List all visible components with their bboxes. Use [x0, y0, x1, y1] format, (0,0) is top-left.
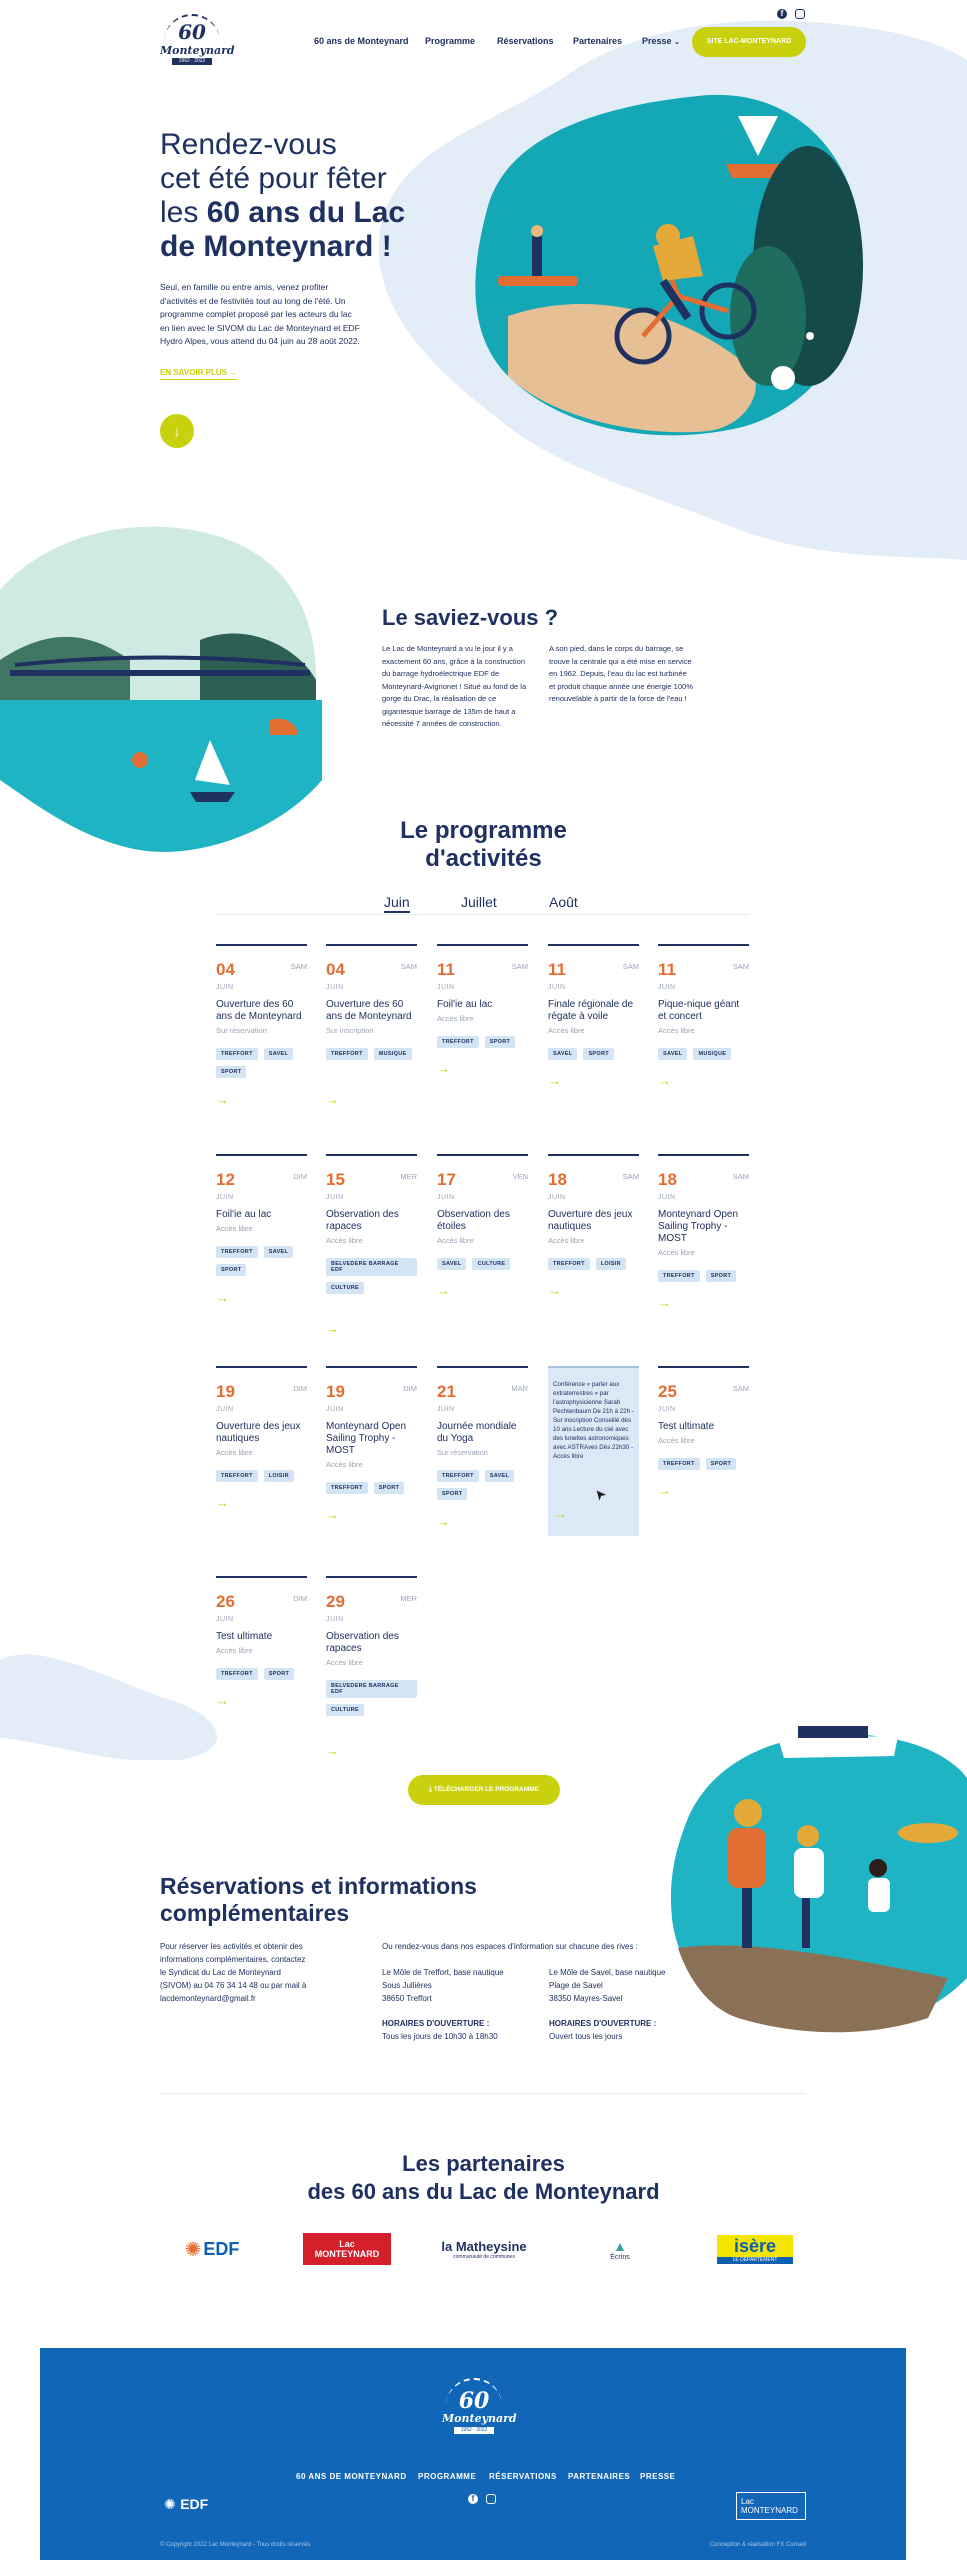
event-tag[interactable]: TREFFORT — [437, 1470, 479, 1482]
family-hiking-illustration — [668, 1718, 967, 2038]
place2-line1: Le Môle de Savel, base nautique — [549, 1968, 666, 1977]
event-tag[interactable]: TREFFORT — [216, 1048, 258, 1060]
event-tags — [326, 1258, 417, 1294]
event-month: JUIN — [658, 1194, 676, 1201]
event-title: Ouverture des jeux nautiques — [216, 1421, 301, 1444]
event-weekday: MAR — [511, 1384, 528, 1393]
event-tag[interactable]: SAVEL — [658, 1048, 687, 1060]
facebook-icon[interactable]: f — [777, 9, 787, 19]
partners-title-line2: des 60 ans du Lac de Monteynard — [307, 2179, 660, 2204]
event-tag[interactable]: SPORT — [485, 1036, 515, 1048]
event-card[interactable] — [437, 1154, 528, 1298]
event-day: 19 — [326, 1382, 345, 1401]
program-title-line2: d'activités — [425, 845, 542, 872]
arrow-right-icon[interactable]: → — [437, 1514, 450, 1529]
nav-presse[interactable] — [642, 36, 680, 46]
event-card[interactable] — [326, 1576, 417, 1758]
event-tag[interactable]: SAVEL — [264, 1246, 293, 1258]
event-access: Accès libre — [326, 1236, 363, 1245]
reservations-title — [160, 1873, 540, 1927]
event-month: JUIN — [216, 1406, 234, 1413]
event-card[interactable] — [548, 1366, 639, 1536]
event-access: Accès libre — [658, 1026, 695, 1035]
event-day: 04 — [216, 960, 235, 979]
event-tag[interactable]: MUSIQUE — [693, 1048, 731, 1060]
event-weekday: DIM — [293, 1594, 307, 1603]
tab-juin[interactable]: Juin — [384, 894, 410, 913]
event-tag[interactable]: SPORT — [706, 1458, 736, 1470]
site-logo[interactable] — [160, 14, 235, 70]
event-tag[interactable]: SAVEL — [264, 1048, 293, 1060]
event-month: JUIN — [216, 984, 234, 991]
event-title: Test ultimate — [216, 1631, 273, 1642]
event-hover-text: Conférence « parler aux extraterrestres » par l'astrophysicienne Sarah Pechtenbaum De 21h à 22h - Sur inscription Conseillé dès 10 ans Lecture du ciel avec des lunettes astronomiques avec ASTRAves Dès 22h30 - Accès libre — [553, 1381, 634, 1460]
event-tags — [437, 1258, 528, 1270]
event-month: JUIN — [216, 1616, 234, 1623]
event-card[interactable] — [216, 1154, 307, 1305]
event-tag[interactable]: SPORT — [583, 1048, 613, 1060]
event-title: Finale régionale de régate à voile — [548, 999, 634, 1022]
arrow-down-icon: ↓ — [173, 423, 181, 439]
event-card[interactable] — [437, 1366, 528, 1529]
partners-title — [200, 2150, 767, 2206]
event-weekday: SAM — [400, 962, 417, 971]
event-card[interactable] — [216, 1366, 307, 1510]
instagram-icon[interactable] — [795, 9, 805, 19]
event-access: Accès libre — [437, 1236, 474, 1245]
partner-edf-label: EDF — [203, 2238, 240, 2259]
partner-matheysine-label: la Matheysine — [441, 2238, 527, 2254]
event-tag[interactable]: TREFFORT — [548, 1258, 590, 1270]
event-card[interactable] — [216, 944, 307, 1107]
section-divider — [160, 2093, 806, 2094]
tab-juillet[interactable]: Juillet — [461, 894, 497, 910]
hero-cyclist-illustration — [448, 86, 868, 438]
arrow-right-icon[interactable]: → — [548, 1283, 561, 1298]
event-card[interactable] — [216, 1576, 307, 1708]
event-tag[interactable]: MUSIQUE — [374, 1048, 412, 1060]
reservations-title-line2: complémentaires — [160, 1900, 350, 1926]
download-label: TÉLÉCHARGER LE PROGRAMME — [433, 1786, 539, 1793]
event-access: Sur inscription — [326, 1026, 374, 1035]
event-access: Accès libre — [216, 1224, 253, 1233]
event-tag[interactable]: TREFFORT — [326, 1048, 368, 1060]
event-weekday: SAM — [732, 1384, 749, 1393]
place2-line2: Plage de Savel — [549, 1981, 603, 1990]
hero-paragraph: Seul, en famille ou entre amis, venez profiter d'activités et de festivités tout au long de l'été. Un programme complet proposé par les acteurs du lac en lien avec le SIVOM du Lac de Monteynard et EDF Hydro Alpes, vous attend du 04 juin au 28 août 2022. — [160, 282, 360, 346]
event-title: Ouverture des jeux nautiques — [548, 1209, 633, 1232]
event-day: 11 — [658, 960, 676, 979]
nav-programme[interactable]: Programme — [425, 36, 476, 46]
event-month: JUIN — [658, 984, 676, 991]
event-access: Accès libre — [216, 1448, 253, 1457]
event-day: 19 — [216, 1382, 235, 1401]
event-month: JUIN — [658, 1406, 676, 1413]
download-program-button[interactable] — [408, 1775, 560, 1805]
arrow-right-icon[interactable]: → — [658, 1073, 671, 1088]
chevron-down-icon: ⌄ — [674, 39, 680, 46]
footer-edf-flower-icon: ✺ — [164, 2496, 176, 2512]
event-weekday: SAM — [511, 962, 528, 971]
event-tags — [216, 1470, 307, 1482]
event-access: Accès libre — [548, 1236, 585, 1245]
arrow-right-icon[interactable]: → — [548, 1073, 561, 1088]
event-access: Accès libre — [658, 1436, 695, 1445]
event-tag[interactable]: SAVEL — [548, 1048, 577, 1060]
footer-nav-partenaires[interactable]: PARTENAIRES — [568, 2472, 631, 2481]
event-tag[interactable]: CULTURE — [472, 1258, 510, 1270]
event-card[interactable] — [548, 944, 639, 1088]
event-title: Ouverture des 60 ans de Monteynard — [326, 999, 412, 1022]
event-access: Sur réservation — [437, 1448, 488, 1457]
event-day: 17 — [437, 1170, 456, 1189]
partner-ecrins-logo[interactable] — [596, 2232, 644, 2266]
event-tag[interactable]: TREFFORT — [658, 1458, 700, 1470]
arrow-right-icon[interactable]: → — [326, 1092, 339, 1107]
event-title: Ouverture des 60 ans de Monteynard — [216, 999, 302, 1022]
partner-lac-logo[interactable] — [303, 2232, 391, 2266]
event-access: Accès libre — [326, 1658, 363, 1667]
partner-isere-logo[interactable] — [717, 2232, 793, 2266]
event-tag[interactable]: SAVEL — [437, 1258, 466, 1270]
event-tag[interactable]: TREFFORT — [658, 1270, 700, 1282]
hero-title-line4: de Monteynard ! — [160, 230, 392, 263]
event-weekday: SAM — [732, 962, 749, 971]
event-tag[interactable]: SPORT — [216, 1066, 246, 1078]
event-weekday: DIM — [403, 1384, 417, 1393]
saviez-col2: A son pied, dans le corps du barrage, se trouve la centrale qui a été mise en service en 1962. Depuis, l'eau du lac est turbinée et produit chaque année une énergie 100% renouvelable à partir de la force de l'eau ! — [549, 644, 693, 703]
footer-copyright: © Copyright 2022 Lac Monteynard - Tous droits réservés — [160, 2542, 311, 2548]
event-card[interactable] — [326, 1366, 417, 1522]
saviez-col1: Le Lac de Monteynard a vu le jour il y a exactement 60 ans, grâce à la construction du barrage hydroélectrique EDF de Monteynard-Avignonet ! Situé au fond de la gorge du Drac, la réalisation de ce gigantesque barrage de 135m de haut a nécessité 7 années de construction. — [382, 644, 527, 728]
event-day: 11 — [437, 960, 455, 979]
event-card[interactable] — [658, 944, 749, 1088]
place1-line1: Le Môle de Treffort, base nautique — [382, 1968, 504, 1977]
mouse-cursor-icon: ➤ — [589, 1485, 610, 1505]
event-month: JUIN — [437, 1194, 455, 1201]
program-title — [360, 817, 607, 873]
event-day: 25 — [658, 1382, 677, 1401]
event-title: Monteynard Open Sailing Trophy - MOST — [658, 1209, 739, 1244]
partner-matheysine-logo[interactable] — [430, 2232, 538, 2266]
logo-number: 60 — [178, 20, 206, 44]
event-title: Pique-nique géant et concert — [658, 999, 740, 1022]
event-month: JUIN — [326, 1194, 344, 1201]
arrow-right-icon[interactable]: → — [216, 1290, 229, 1305]
event-title: Foil'ie au lac — [216, 1209, 272, 1220]
event-tags — [326, 1482, 417, 1494]
event-day: 04 — [326, 960, 345, 979]
event-day: 15 — [326, 1170, 345, 1189]
event-tags — [658, 1270, 749, 1282]
tabs-divider — [216, 914, 750, 915]
event-month: JUIN — [548, 1194, 566, 1201]
event-access: Accès libre — [216, 1646, 253, 1655]
event-tags — [216, 1668, 307, 1680]
footer-logo[interactable] — [442, 2378, 517, 2438]
event-tags — [216, 1048, 307, 1078]
event-weekday: DIM — [293, 1172, 307, 1181]
event-tag[interactable]: LOISIR — [596, 1258, 626, 1270]
footer-logo-number: 60 — [458, 2388, 490, 2414]
reservations-title-line1: Réservations et informations — [160, 1873, 477, 1899]
saviez-title: Le saviez-vous ? — [382, 605, 559, 630]
partner-ecrins-label: Écrins — [610, 2253, 630, 2261]
nav-partenaires[interactable]: Partenaires — [573, 36, 623, 46]
event-tag[interactable]: SPORT — [264, 1668, 294, 1680]
tab-aout[interactable]: Août — [549, 894, 578, 910]
event-title: Monteynard Open Sailing Trophy - MOST — [326, 1421, 407, 1456]
hero-title-line2: cet été pour fêter — [160, 162, 387, 195]
event-tag[interactable]: TREFFORT — [216, 1470, 258, 1482]
event-access: Accès libre — [548, 1026, 585, 1035]
read-more-link[interactable]: EN SAVOIR PLUS → — [160, 368, 237, 380]
scroll-down-button[interactable] — [160, 414, 194, 448]
footer — [40, 2348, 906, 2560]
event-weekday: SAM — [622, 962, 639, 971]
nav-presse-label: Presse — [642, 36, 672, 46]
event-month: JUIN — [326, 984, 344, 991]
download-icon: ⤓ — [429, 1786, 434, 1793]
arrow-right-icon[interactable]: → — [216, 1495, 229, 1510]
event-day: 29 — [326, 1592, 345, 1611]
place1-line3: 38650 Treffort — [382, 1994, 432, 2003]
footer-lac-label: Lac MONTEYNARD — [741, 2497, 798, 2515]
event-weekday: SAM — [290, 962, 307, 971]
program-title-line1: Le programme — [400, 817, 567, 844]
event-tags — [658, 1458, 749, 1470]
event-tag[interactable]: SPORT — [706, 1270, 736, 1282]
footer-logo-name: Monteynard — [442, 2412, 517, 2425]
event-tag[interactable]: BELVEDERE BARRAGE EDF — [326, 1680, 417, 1698]
event-day: 18 — [548, 1170, 567, 1189]
place-treffort — [382, 1966, 532, 2043]
event-month: JUIN — [216, 1194, 234, 1201]
arrow-right-icon[interactable]: → — [658, 1295, 671, 1310]
event-day: 26 — [216, 1592, 235, 1611]
logo-name: Monteynard — [160, 44, 235, 57]
event-weekday: SAM — [622, 1172, 639, 1181]
footer-facebook-icon[interactable]: f — [468, 2494, 478, 2504]
event-title: Test ultimate — [658, 1421, 715, 1432]
footer-nav-reservations[interactable]: RÉSERVATIONS — [489, 2472, 557, 2481]
lake-bridge-illustration — [0, 510, 322, 860]
arrow-right-icon[interactable]: → — [437, 1061, 450, 1076]
event-card[interactable] — [326, 944, 417, 1107]
place2-line3: 38350 Mayres-Savel — [549, 1994, 623, 2003]
hours2-label: HORAIRES D'OUVERTURE : — [549, 2019, 657, 2028]
event-tag[interactable]: BELVEDERE BARRAGE EDF — [326, 1258, 417, 1276]
hours2-value: Ouvert tous les jours — [549, 2032, 623, 2041]
partner-isere-sub: LE DÉPARTEMENT — [717, 2257, 793, 2264]
partners-title-line1: Les partenaires — [402, 2151, 565, 2176]
event-tags — [326, 1680, 417, 1716]
event-weekday: VEN — [512, 1172, 528, 1181]
event-card[interactable] — [326, 1154, 417, 1336]
event-day: 21 — [437, 1382, 456, 1401]
hero-title — [160, 128, 460, 264]
event-tag[interactable]: TREFFORT — [437, 1036, 479, 1048]
event-tags — [658, 1048, 749, 1060]
footer-edf-label: EDF — [180, 2496, 209, 2512]
arrow-right-icon[interactable]: → — [216, 1092, 229, 1107]
partner-isere-label: isère — [717, 2235, 793, 2257]
event-title: Observation des rapaces — [326, 1209, 399, 1232]
event-tags — [326, 1048, 417, 1060]
partner-lac-label: Lac MONTEYNARD — [303, 2233, 391, 2265]
event-weekday: MER — [400, 1172, 417, 1181]
event-month: JUIN — [326, 1616, 344, 1623]
arrow-right-icon[interactable]: → — [326, 1507, 339, 1522]
event-tag[interactable]: CULTURE — [326, 1282, 364, 1294]
event-title: Foil'ie au lac — [437, 999, 493, 1010]
partner-matheysine-sub: communauté de communes — [453, 2253, 515, 2260]
event-tag[interactable]: SAVEL — [485, 1470, 514, 1482]
partner-edf-logo[interactable] — [172, 2232, 252, 2266]
event-day: 11 — [548, 960, 566, 979]
arrow-right-icon[interactable]: → — [658, 1483, 671, 1498]
event-tags — [437, 1036, 528, 1048]
event-month: JUIN — [437, 984, 455, 991]
event-month: JUIN — [326, 1406, 344, 1413]
event-card[interactable] — [658, 1366, 749, 1498]
arrow-right-icon[interactable]: → — [326, 1321, 339, 1336]
event-access: Accès libre — [437, 1014, 474, 1023]
event-day: 12 — [216, 1170, 235, 1189]
event-weekday: DIM — [293, 1384, 307, 1393]
arrow-right-icon[interactable]: → — [437, 1283, 450, 1298]
event-tag[interactable]: SPORT — [437, 1488, 467, 1500]
event-month: JUIN — [437, 1406, 455, 1413]
nav-reservations[interactable]: Réservations — [497, 36, 554, 46]
footer-logo-ribbon: 1962 · 2022 — [454, 2427, 494, 2434]
event-tag[interactable]: SPORT — [374, 1482, 404, 1494]
event-tags — [437, 1470, 528, 1500]
event-card[interactable] — [437, 944, 528, 1076]
event-month: JUIN — [548, 984, 566, 991]
footer-credits[interactable]: Conception & réalisation FX Conseil — [709, 2542, 806, 2548]
event-tag[interactable]: TREFFORT — [216, 1668, 258, 1680]
footer-nav-programme[interactable]: PROGRAMME — [418, 2472, 477, 2481]
event-tags — [548, 1258, 639, 1270]
hours1-label: HORAIRES D'OUVERTURE : — [382, 2019, 490, 2028]
hero-title-line3: les 60 ans du Lac — [160, 196, 406, 229]
reservations-lead: Ou rendez-vous dans nos espaces d'information sur chacune des rives : — [382, 1942, 638, 1951]
footer-nav-60-ans[interactable]: 60 ANS DE MONTEYNARD — [296, 2472, 407, 2481]
hero-title-line1: Rendez-vous — [160, 128, 337, 161]
event-title: Observation des étoiles — [437, 1209, 510, 1232]
event-day: 18 — [658, 1170, 677, 1189]
event-title: Journée mondiale du Yoga — [437, 1421, 517, 1444]
arrow-right-icon[interactable]: → — [554, 1506, 567, 1521]
place1-line2: Sous Jullières — [382, 1981, 432, 1990]
logo-ribbon: 1962 · 2022 — [172, 58, 212, 65]
event-tags — [548, 1048, 639, 1060]
event-weekday: SAM — [732, 1172, 749, 1181]
event-tag[interactable]: TREFFORT — [326, 1482, 368, 1494]
arrow-right-icon[interactable]: → — [326, 1743, 339, 1758]
event-tag[interactable]: SPORT — [216, 1264, 246, 1276]
edf-flower-icon: ✺ — [184, 2238, 202, 2261]
event-tag[interactable]: CULTURE — [326, 1704, 364, 1716]
event-title: Observation des rapaces — [326, 1631, 399, 1654]
event-card[interactable] — [658, 1154, 749, 1310]
site-lac-button[interactable]: SITE LAC-MONTEYNARD — [692, 27, 806, 57]
event-tags — [216, 1246, 307, 1276]
event-access: Accès libre — [658, 1248, 695, 1257]
event-card[interactable] — [548, 1154, 639, 1298]
arrow-right-icon[interactable]: → — [216, 1693, 229, 1708]
hours1-value: Tous les jours de 10h30 à 18h30 — [382, 2032, 498, 2041]
event-tag[interactable]: LOISIR — [264, 1470, 294, 1482]
reservations-intro: Pour réserver les activités et obtenir des informations complémentaires, contactez le Syndicat du Lac de Monteynard (SIVOM) au 04 76 34 14 48 ou par mail à lacdemonteynard@gmail.fr — [160, 1942, 307, 2003]
place-savel — [549, 1966, 699, 2043]
event-weekday: MER — [400, 1594, 417, 1603]
ecrins-mountain-icon: ▲ — [613, 2237, 627, 2254]
footer-nav-presse[interactable]: PRESSE — [640, 2472, 676, 2481]
event-access: Sur réservation — [216, 1026, 267, 1035]
footer-edf-logo[interactable] — [164, 2496, 208, 2514]
event-access: Accès libre — [326, 1460, 363, 1469]
nav-60-ans[interactable]: 60 ans de Monteynard — [314, 36, 409, 46]
footer-instagram-icon[interactable] — [486, 2494, 496, 2504]
event-tag[interactable]: TREFFORT — [216, 1246, 258, 1258]
footer-lac-logo[interactable] — [736, 2492, 806, 2520]
